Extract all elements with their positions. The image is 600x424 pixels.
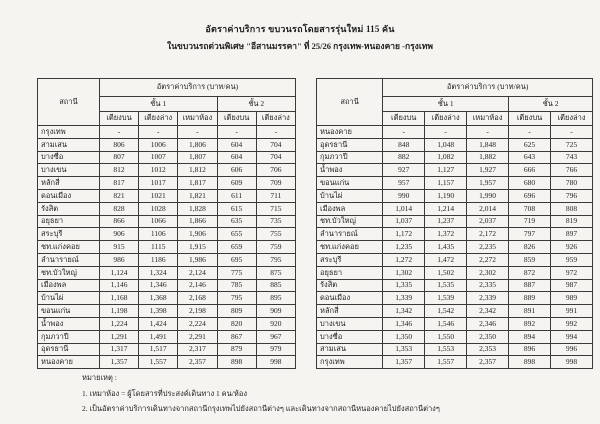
fare-cell: 2,317 [178, 343, 217, 356]
fare-cell: 915 [99, 241, 138, 254]
fare-cell: 959 [551, 253, 593, 266]
table-row [38, 164, 296, 177]
fare-cell: 2,353 [467, 343, 509, 356]
upper-berth-header: เตียงบน [509, 112, 551, 126]
table-row [38, 177, 296, 190]
table-row [38, 305, 296, 318]
fare-cell: 807 [99, 151, 138, 164]
fare-cell: 696 [509, 189, 551, 202]
fare-cell: 2,235 [467, 241, 509, 254]
table-row [38, 266, 296, 279]
fare-cell: 808 [551, 202, 593, 215]
station-cell: อยุธยา [38, 215, 100, 228]
station-cell: ลำนารายณ์ [317, 228, 383, 241]
station-cell: สระบุรี [38, 228, 100, 241]
fare-cell: 895 [256, 292, 295, 305]
fare-cell: 611 [217, 189, 256, 202]
fare-cell: 1,806 [178, 138, 217, 151]
station-cell: กรุงเทพ [317, 356, 383, 369]
fare-cell: 1,324 [139, 266, 178, 279]
class2-header: ชั้น 2 [217, 97, 295, 112]
fare-cell: 2,037 [467, 215, 509, 228]
fare-cell: 1017 [139, 177, 178, 190]
station-cell: หนองคาย [38, 356, 100, 369]
fare-cell: - [467, 126, 509, 139]
fare-cell: 1,472 [425, 253, 467, 266]
fare-cell: 898 [509, 356, 551, 369]
fare-cell: 1,906 [178, 228, 217, 241]
fare-cell: 715 [256, 202, 295, 215]
table-row [317, 279, 593, 292]
fare-cell: 1006 [139, 138, 178, 151]
fare-table-return [316, 78, 593, 369]
rate-column-header: อัตราค่าบริการ (บาท/คน) [383, 79, 593, 97]
fare-cell: 882 [383, 151, 425, 164]
table-row [317, 215, 593, 228]
station-cell: อยุธยา [317, 266, 383, 279]
fare-cell: 1,357 [383, 356, 425, 369]
fare-cell: - [178, 126, 217, 139]
table-row [317, 292, 593, 305]
fare-cell: 1021 [139, 189, 178, 202]
fare-cell: 1,235 [383, 241, 425, 254]
fare-cell: 1012 [139, 164, 178, 177]
footnote-item: 2. เป็นอัตราค่าบริการเดินทางจากสถานีกรุงเทพไปยังสถานีต่างๆ และเดินทางจากสถานีหนองคายไปยังสถานีต่างๆ [82, 404, 440, 413]
fare-cell: 725 [551, 138, 593, 151]
fare-cell: 1,353 [383, 343, 425, 356]
station-cell: หนองคาย [317, 126, 383, 139]
fare-cell: 906 [99, 228, 138, 241]
fare-cell: 1,342 [383, 305, 425, 318]
whole-room-header: เหมาห้อง [178, 112, 217, 126]
fare-cell: 885 [256, 279, 295, 292]
fare-cell: 709 [256, 177, 295, 190]
fare-cell: 1,124 [99, 266, 138, 279]
station-cell: กุมภวาปี [38, 330, 100, 343]
fare-cell: 1,546 [425, 317, 467, 330]
fare-cell: 1,828 [178, 202, 217, 215]
fare-cell: 704 [256, 138, 295, 151]
rate-column-header: อัตราค่าบริการ (บาท/คน) [99, 79, 295, 97]
lower-berth-header: เตียงล่าง [256, 112, 295, 126]
station-cell: ชท.แก่งคอย [317, 241, 383, 254]
table-row [317, 202, 593, 215]
class2-header: ชั้น 2 [509, 97, 593, 112]
table-row [317, 228, 593, 241]
fare-cell: 892 [509, 317, 551, 330]
fare-cell: 711 [256, 189, 295, 202]
fare-table-outbound-header [38, 79, 296, 126]
table-row [38, 317, 296, 330]
fare-cell: 666 [509, 164, 551, 177]
fare-cell: 1,346 [383, 317, 425, 330]
fare-cell: 1,557 [425, 356, 467, 369]
fare-cell: 2,224 [178, 317, 217, 330]
station-cell: บ้านไผ่ [317, 189, 383, 202]
fare-cell: 643 [509, 151, 551, 164]
fare-cell: 898 [217, 356, 256, 369]
fare-cell: - [139, 126, 178, 139]
fare-cell: 994 [551, 330, 593, 343]
fare-cell: 609 [217, 177, 256, 190]
fare-cell: 2,172 [467, 228, 509, 241]
station-cell: ดอนเมือง [317, 292, 383, 305]
fare-cell: 1,302 [383, 266, 425, 279]
fare-cell: 817 [99, 177, 138, 190]
station-cell: เมืองพล [317, 202, 383, 215]
fare-cell: 655 [217, 228, 256, 241]
document-title: อัตราค่าบริการ ขบวนรถโดยสารรุ่นใหม่ 115 คัน [205, 24, 395, 34]
fare-cell: 1,339 [383, 292, 425, 305]
station-cell: บ้านไผ่ [38, 292, 100, 305]
fare-cell: 896 [509, 343, 551, 356]
station-cell: อุดรธานี [317, 138, 383, 151]
fare-cell: 872 [509, 266, 551, 279]
fare-cell: 820 [217, 317, 256, 330]
station-cell: ดอนเมือง [38, 189, 100, 202]
table-row [317, 356, 593, 369]
fare-cell: 1,502 [425, 266, 467, 279]
fare-cell: 1,491 [139, 330, 178, 343]
fare-cell: - [383, 126, 425, 139]
fare-cell: 987 [551, 279, 593, 292]
fare-cell: 1,048 [425, 138, 467, 151]
fare-cell: 1106 [139, 228, 178, 241]
fare-cell: 809 [217, 305, 256, 318]
fare-cell: 986 [99, 253, 138, 266]
table-row [317, 164, 593, 177]
table-row [38, 241, 296, 254]
fare-cell: 1,172 [383, 228, 425, 241]
table-row [38, 279, 296, 292]
station-cell: สามเสน [38, 138, 100, 151]
table-row [317, 305, 593, 318]
fare-cell: 1,346 [139, 279, 178, 292]
fare-cell: 1,882 [467, 151, 509, 164]
fare-cell: 967 [256, 330, 295, 343]
fare-cell: 1,398 [139, 305, 178, 318]
table-row [317, 253, 593, 266]
fare-cell: 615 [217, 202, 256, 215]
fare-cell: 695 [217, 253, 256, 266]
fare-cell: 812 [99, 164, 138, 177]
fare-table-return-body [317, 126, 593, 369]
table-row [38, 330, 296, 343]
fare-cell: 879 [217, 343, 256, 356]
fare-cell: 1,535 [425, 279, 467, 292]
fare-cell: 1,190 [425, 189, 467, 202]
fare-cell: 796 [551, 189, 593, 202]
table-row [38, 138, 296, 151]
fare-cell: 785 [217, 279, 256, 292]
fare-cell: 1,817 [178, 177, 217, 190]
fare-cell: 1,291 [99, 330, 138, 343]
table-row [317, 177, 593, 190]
fare-cell: 990 [383, 189, 425, 202]
fare-cell: 2,346 [467, 317, 509, 330]
station-cell: บางซื่อ [38, 151, 100, 164]
fare-cell: 1,542 [425, 305, 467, 318]
fare-cell: 1,082 [425, 151, 467, 164]
table-row [38, 151, 296, 164]
fare-cell: 909 [256, 305, 295, 318]
fare-table-outbound [37, 78, 296, 369]
fare-cell: 1,168 [99, 292, 138, 305]
whole-room-header: เหมาห้อง [467, 112, 509, 126]
fare-cell: 1,539 [425, 292, 467, 305]
station-cell: บางซื่อ [317, 330, 383, 343]
fare-cell: 957 [383, 177, 425, 190]
fare-cell: 1,957 [467, 177, 509, 190]
station-cell: ขอนแก่น [38, 305, 100, 318]
station-cell: รังสิต [317, 279, 383, 292]
fare-cell: 635 [217, 215, 256, 228]
fare-cell: 625 [509, 138, 551, 151]
fare-cell: 1,357 [99, 356, 138, 369]
fare-cell: 2,357 [178, 356, 217, 369]
fare-cell: 2,168 [178, 292, 217, 305]
fare-cell: 1115 [139, 241, 178, 254]
fare-cell: 1,990 [467, 189, 509, 202]
fare-cell: 828 [99, 202, 138, 215]
fare-cell: 2,342 [467, 305, 509, 318]
fare-table-outbound-body [38, 126, 296, 369]
fare-cell: 897 [551, 228, 593, 241]
fare-cell: 1,812 [178, 164, 217, 177]
table-row [317, 189, 593, 202]
fare-table-return-header [317, 79, 593, 126]
fare-cell: - [551, 126, 593, 139]
class1-header: ชั้น 1 [383, 97, 509, 112]
fare-cell: 1,335 [383, 279, 425, 292]
table-row [38, 253, 296, 266]
station-cell: ชท.แก่งคอย [38, 241, 100, 254]
fare-cell: 659 [217, 241, 256, 254]
fare-cell: 1,214 [425, 202, 467, 215]
fare-cell: 989 [551, 292, 593, 305]
fare-cell: 991 [551, 305, 593, 318]
table-row [38, 126, 296, 139]
fare-cell: 743 [551, 151, 593, 164]
fare-cell: 1,550 [425, 330, 467, 343]
fare-cell: - [509, 126, 551, 139]
fare-cell: 1,372 [425, 228, 467, 241]
station-cell: สามเสน [317, 343, 383, 356]
fare-cell: 866 [99, 215, 138, 228]
fare-cell: 1,224 [99, 317, 138, 330]
footnote-item: 1. เหมาห้อง = ผู้โดยสารที่ประสงค์เดินทาง 1 คน/ห้อง [82, 388, 247, 398]
fare-cell: 1,517 [139, 343, 178, 356]
fare-cell: 795 [217, 292, 256, 305]
fare-cell: 875 [256, 266, 295, 279]
fare-cell: 1,927 [467, 164, 509, 177]
fare-cell: 1,821 [178, 189, 217, 202]
fare-cell: 979 [256, 343, 295, 356]
fare-cell: 1007 [139, 151, 178, 164]
fare-cell: 759 [256, 241, 295, 254]
station-column-header: สถานี [317, 79, 383, 126]
station-cell: อุดรธานี [38, 343, 100, 356]
fare-cell: 1066 [139, 215, 178, 228]
fare-cell: 797 [509, 228, 551, 241]
station-cell: หลักสี่ [38, 177, 100, 190]
station-cell: ชท.บัวใหญ่ [317, 215, 383, 228]
station-cell: น้ำพอง [38, 317, 100, 330]
fare-cell: 735 [256, 215, 295, 228]
table-row [38, 343, 296, 356]
fare-cell: 998 [256, 356, 295, 369]
table-row [38, 202, 296, 215]
fare-cell: 2,146 [178, 279, 217, 292]
fare-cell: 887 [509, 279, 551, 292]
table-row [38, 356, 296, 369]
fare-cell: 704 [256, 151, 295, 164]
station-cell: ลำนารายณ์ [38, 253, 100, 266]
fare-cell: 1,915 [178, 241, 217, 254]
fare-cell: 1,317 [99, 343, 138, 356]
fare-cell: 1,557 [139, 356, 178, 369]
fare-cell: 1186 [139, 253, 178, 266]
fare-cell: 1,198 [99, 305, 138, 318]
fare-cell: 606 [217, 164, 256, 177]
fare-cell: 992 [551, 317, 593, 330]
table-row [317, 343, 593, 356]
fare-cell: 1,866 [178, 215, 217, 228]
station-cell: ชท.บัวใหญ่ [38, 266, 100, 279]
station-cell: บางเขน [38, 164, 100, 177]
fare-cell: 2,357 [467, 356, 509, 369]
fare-cell: 1,807 [178, 151, 217, 164]
table-row [317, 126, 593, 139]
table-row [317, 138, 593, 151]
fare-cell: 2,335 [467, 279, 509, 292]
fare-cell: 755 [256, 228, 295, 241]
fare-cell: 1,986 [178, 253, 217, 266]
station-cell: สระบุรี [317, 253, 383, 266]
fare-cell: - [217, 126, 256, 139]
fare-cell: 1,157 [425, 177, 467, 190]
lower-berth-header: เตียงล่าง [139, 112, 178, 126]
document-subtitle: ในขบวนรถด่วนพิเศษ "อีสานมรรคา" ที่ 25/26 กรุงเทพ-หนองคาย -กรุงเทพ [167, 41, 433, 51]
fare-cell: 2,124 [178, 266, 217, 279]
upper-berth-header: เตียงบน [99, 112, 138, 126]
upper-berth-header: เตียงบน [383, 112, 425, 126]
fare-cell: 2,302 [467, 266, 509, 279]
fare-cell: 708 [509, 202, 551, 215]
fare-cell: 780 [551, 177, 593, 190]
fare-cell: 795 [256, 253, 295, 266]
fare-cell: 1028 [139, 202, 178, 215]
station-column-header: สถานี [38, 79, 100, 126]
fare-cell: 819 [551, 215, 593, 228]
fare-cell: 2,198 [178, 305, 217, 318]
footnotes [82, 372, 440, 419]
table-row [317, 266, 593, 279]
fare-cell: - [425, 126, 467, 139]
fare-cell: 1,424 [139, 317, 178, 330]
fare-cell: 848 [383, 138, 425, 151]
footnote-heading: หมายเหตุ : [82, 373, 117, 382]
fare-cell: 867 [217, 330, 256, 343]
fare-cell: - [256, 126, 295, 139]
class1-header: ชั้น 1 [99, 97, 217, 112]
fare-cell: 2,350 [467, 330, 509, 343]
fare-cell: 1,368 [139, 292, 178, 305]
table-row [317, 241, 593, 254]
fare-cell: 821 [99, 189, 138, 202]
fare-cell: 920 [256, 317, 295, 330]
fare-cell: - [99, 126, 138, 139]
station-cell: น้ำพอง [317, 164, 383, 177]
station-cell: เมืองพล [38, 279, 100, 292]
table-row [317, 151, 593, 164]
fare-cell: 775 [217, 266, 256, 279]
fare-cell: 604 [217, 138, 256, 151]
fare-cell: 1,350 [383, 330, 425, 343]
fare-cell: 894 [509, 330, 551, 343]
table-row [38, 228, 296, 241]
table-row [38, 189, 296, 202]
fare-cell: 680 [509, 177, 551, 190]
upper-berth-header: เตียงบน [217, 112, 256, 126]
fare-cell: 859 [509, 253, 551, 266]
table-row [38, 215, 296, 228]
fare-cell: 1,553 [425, 343, 467, 356]
station-cell: หลักสี่ [317, 305, 383, 318]
fare-cell: 1,146 [99, 279, 138, 292]
fare-cell: 766 [551, 164, 593, 177]
table-row [317, 317, 593, 330]
fare-tables-container [37, 78, 593, 369]
station-cell: รังสิต [38, 202, 100, 215]
fare-cell: 2,291 [178, 330, 217, 343]
fare-cell: 1,037 [383, 215, 425, 228]
table-row [38, 292, 296, 305]
fare-cell: 998 [551, 356, 593, 369]
fare-cell: 927 [383, 164, 425, 177]
fare-cell: 806 [99, 138, 138, 151]
fare-cell: 2,272 [467, 253, 509, 266]
fare-cell: 1,848 [467, 138, 509, 151]
lower-berth-header: เตียงล่าง [551, 112, 593, 126]
lower-berth-header: เตียงล่าง [425, 112, 467, 126]
fare-cell: 826 [509, 241, 551, 254]
station-cell: ขอนแก่น [317, 177, 383, 190]
station-cell: บางเขน [317, 317, 383, 330]
fare-cell: 972 [551, 266, 593, 279]
fare-cell: 1,272 [383, 253, 425, 266]
fare-cell: 706 [256, 164, 295, 177]
fare-cell: 1,237 [425, 215, 467, 228]
fare-cell: 891 [509, 305, 551, 318]
station-cell: กุมภวาปี [317, 151, 383, 164]
fare-cell: 996 [551, 343, 593, 356]
station-cell: กรุงเทพ [38, 126, 100, 139]
fare-cell: 926 [551, 241, 593, 254]
fare-cell: 2,014 [467, 202, 509, 215]
fare-cell: 1,127 [425, 164, 467, 177]
fare-cell: 604 [217, 151, 256, 164]
fare-cell: 1,435 [425, 241, 467, 254]
table-row [317, 330, 593, 343]
fare-cell: 719 [509, 215, 551, 228]
fare-cell: 889 [509, 292, 551, 305]
fare-cell: 2,339 [467, 292, 509, 305]
fare-cell: 1,014 [383, 202, 425, 215]
